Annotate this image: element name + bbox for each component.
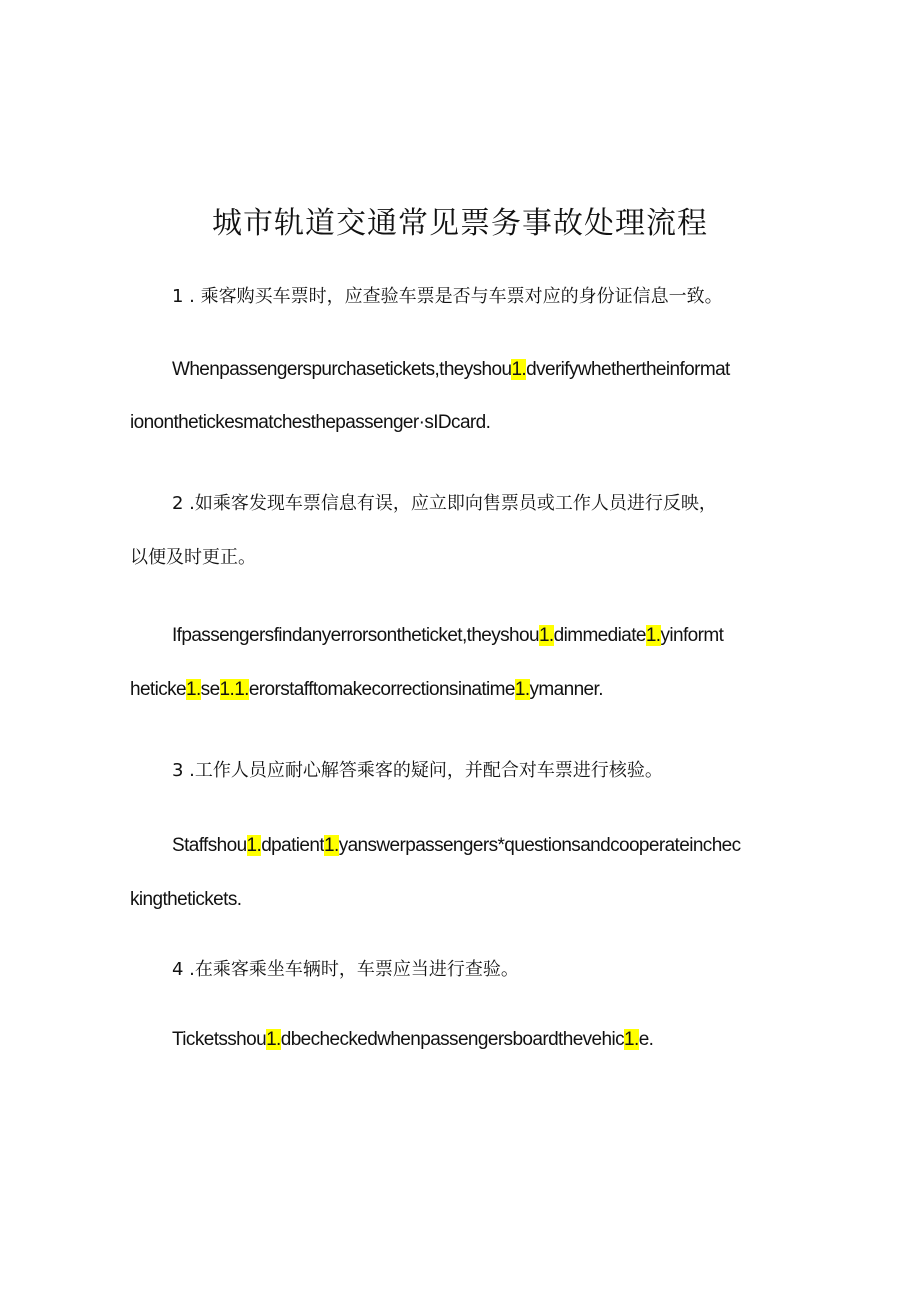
item-text: .工作人员应耐心解答乘客的疑问，并配合对车票进行核验。 [183, 760, 663, 781]
item-number: 1 [172, 286, 184, 307]
highlight-run: 1.1. [219, 679, 249, 700]
text-run: Staffshou [172, 835, 247, 856]
text-run: Ifpassengersfindanyerrorsontheticket,theyshou [172, 625, 539, 646]
item-3-zh [172, 757, 663, 785]
item-text: . 乘客购买车票时，应查验车票是否与车票对应的身份证信息一致。 [183, 286, 723, 307]
highlight-run: 1. [538, 625, 554, 646]
highlight-run: 1. [266, 1029, 281, 1050]
text-run: heticke [130, 679, 187, 700]
text-run: iononthetickesmatchesthepassenger·sIDcard. [130, 412, 491, 433]
highlight-run: 1. [514, 679, 530, 700]
highlight-run: 1. [186, 679, 201, 700]
text-run: dverifywhethertheinformat [526, 359, 730, 380]
text-run: yanswerpassengers*questionsandcooperateinchec [338, 835, 741, 856]
item-number: 2 [172, 493, 184, 514]
text-run: dimmediate [553, 625, 646, 646]
highlight-run: 1. [511, 359, 527, 380]
item-2-en [172, 622, 723, 650]
item-1-en-cont [130, 409, 490, 437]
item-4-zh [172, 956, 519, 984]
text-run: dpatient [261, 835, 325, 856]
item-text: .如乘客发现车票信息有误，应立即向售票员或工作人员进行反映， [183, 493, 717, 514]
item-2-en-cont [130, 676, 603, 704]
item-1-zh [172, 283, 723, 311]
item-3-en [172, 832, 741, 860]
item-2-zh-cont: 以便及时更正。 [130, 547, 256, 568]
highlight-run: 1. [624, 1029, 639, 1050]
highlight-run: 1. [246, 835, 262, 856]
item-2-zh [172, 490, 717, 518]
item-1-en [172, 356, 730, 384]
text-run: dbecheckedwhenpassengersboardthevehic [280, 1029, 625, 1050]
item-text: .在乘客乘坐车辆时，车票应当进行查验。 [183, 959, 519, 980]
document-title: 城市轨道交通常见票务事故处理流程 [212, 206, 708, 241]
item-3-en-cont [130, 886, 241, 914]
highlight-run: 1. [324, 835, 339, 856]
text-run: se [200, 679, 220, 700]
text-run: kingthetickets. [130, 889, 242, 910]
item-number: 3 [172, 760, 184, 781]
text-run: e. [638, 1029, 654, 1050]
text-run: Ticketsshou [172, 1029, 267, 1050]
text-run: Whenpassengerspurchasetickets,theyshou [172, 359, 512, 380]
item-number: 4 [172, 959, 184, 980]
text-run: erorstafftomakecorrectionsinatime [248, 679, 515, 700]
text-run: ymanner. [529, 679, 603, 700]
highlight-run: 1. [645, 625, 661, 646]
item-4-en [172, 1026, 653, 1054]
text-run: yinformt [660, 625, 724, 646]
